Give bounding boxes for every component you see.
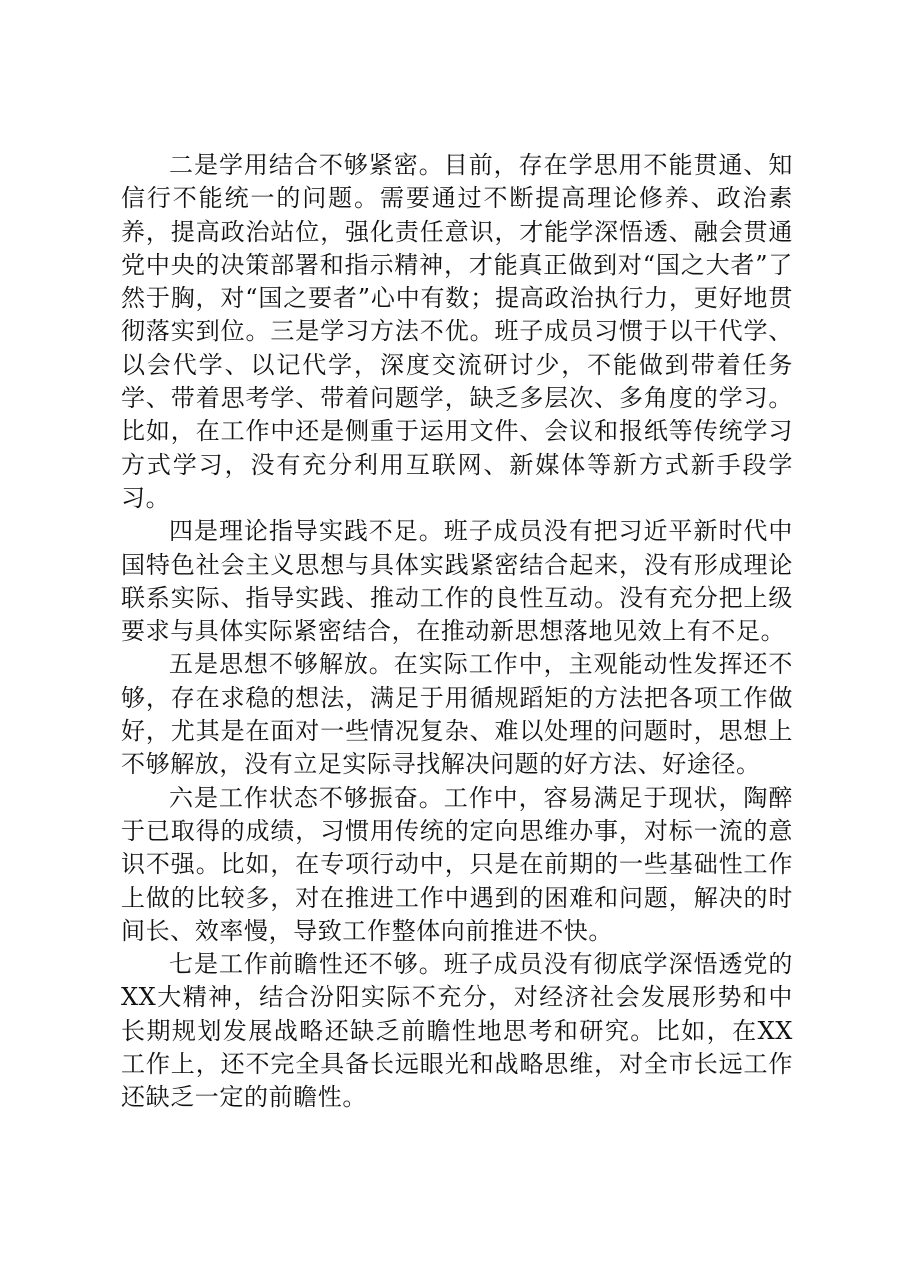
paragraph-7-foresight: 七是工作前瞻性还不够。班子成员没有彻底学深悟透党的XX大精神，结合汾阳实际不充分，对经济社会发展形势和中长期规划发展战略还缺乏前瞻性地思考和研究。比如，在XX工作上，还不完全具备长远眼光和战略思维，对全市长远工作还缺乏一定的前瞻性。 — [121, 950, 793, 1112]
paragraph-2-3-learning: 二是学用结合不够紧密。目前，存在学思用不能贯通、知信行不能统一的问题。需要通过不断提高理论修养、政治素养，提高政治站位，强化责任意识，才能学深悟透、融会贯通党中央的决策部署和指示精神，才能真正做到对“国之大者”了然于胸，对“国之要者”心中有数；提高政治执行力，更好地贯彻落实到位。三是学习方法不优。班子成员习惯于以干代学、以会代学、以记代学，深度交流研讨少，不能做到带着任务学、带着思考学、带着问题学，缺乏多层次、多角度的学习。比如，在工作中还是侧重于运用文件、会议和报纸等传统学习方式学习，没有充分利用互联网、新媒体等新方式新手段学习。 — [121, 151, 793, 512]
paragraph-4-theory-practice: 四是理论指导实践不足。班子成员没有把习近平新时代中国特色社会主义思想与具体实践紧密结合起来，没有形成理论联系实际、指导实践、推动工作的良性互动。没有充分把上级要求与具体实际紧密结合，在推动新思想落地见效上有不足。 — [121, 517, 793, 646]
paragraph-6-work-state: 六是工作状态不够振奋。工作中，容易满足于现状，陶醉于已取得的成绩，习惯用传统的定向思维办事，对标一流的意识不强。比如，在专项行动中，只是在前期的一些基础性工作上做的比较多，对在推进工作中遇到的困难和问题，解决的时间长、效率慢，导致工作整体向前推进不快。 — [121, 783, 793, 945]
paragraph-5-thinking: 五是思想不够解放。在实际工作中，主观能动性发挥还不够，存在求稳的想法，满足于用循规蹈矩的方法把各项工作做好，尤其是在面对一些情况复杂、难以处理的问题时，思想上不够解放，没有立足实际寻找解决问题的好方法、好途径。 — [121, 650, 793, 779]
document-body — [121, 149, 793, 1115]
